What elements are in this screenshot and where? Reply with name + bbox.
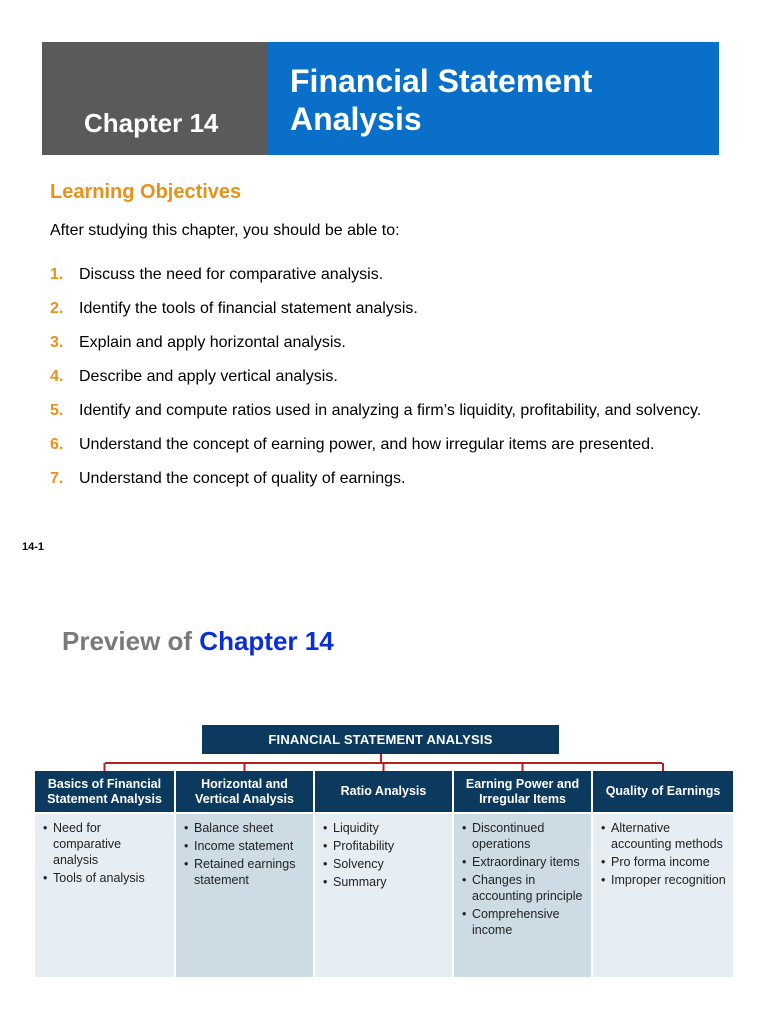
diagram-branch-item: • Comprehensive income xyxy=(462,906,585,938)
objective-number: 2. xyxy=(50,300,64,317)
objective-text: Identify and compute ratios used in analyzing a firm’s liquidity, profitability, and solvency. xyxy=(79,402,702,419)
objective-text: Understand the concept of quality of earnings. xyxy=(79,470,406,487)
diagram-branch-item: • Improper recognition xyxy=(601,872,727,888)
learning-objectives-intro: After studying this chapter, you should be able to: xyxy=(50,222,400,239)
diagram-branch-body xyxy=(35,814,174,977)
preview-title-chapter: Chapter 14 xyxy=(199,626,334,656)
diagram-branch-item: • Alternative accounting methods xyxy=(601,820,727,852)
diagram-branch-body xyxy=(454,814,591,977)
learning-objectives-heading: Learning Objectives xyxy=(50,181,242,203)
learning-objectives-list xyxy=(50,262,750,500)
diagram-branch-title: Quality of Earnings xyxy=(593,771,733,812)
objective-item xyxy=(50,364,750,389)
chapter-preview-diagram xyxy=(35,725,733,977)
diagram-branch-list xyxy=(184,820,307,888)
objective-text: Explain and apply horizontal analysis. xyxy=(79,334,346,351)
objective-text: Identify the tools of financial statement analysis. xyxy=(79,300,418,317)
objective-item xyxy=(50,466,750,491)
diagram-branch-item: • Summary xyxy=(323,874,446,890)
objective-item xyxy=(50,330,750,355)
objective-text: Understand the concept of earning power, and how irregular items are presented. xyxy=(79,436,655,453)
diagram-branch-body xyxy=(315,814,452,977)
diagram-root-node: FINANCIAL STATEMENT ANALYSIS xyxy=(202,725,559,754)
chapter-banner xyxy=(42,42,719,155)
objective-item xyxy=(50,262,750,287)
objective-number: 5. xyxy=(50,402,64,419)
chapter-label: Chapter 14 xyxy=(84,108,219,138)
diagram-branch-item: • Income statement xyxy=(184,838,307,854)
diagram-branch-item: • Profitability xyxy=(323,838,446,854)
objective-item xyxy=(50,398,750,423)
diagram-branch-item: • Liquidity xyxy=(323,820,446,836)
diagram-branch-item: • Solvency xyxy=(323,856,446,872)
objective-number: 3. xyxy=(50,334,64,351)
objective-text: Discuss the need for comparative analysis. xyxy=(79,266,384,283)
diagram-branch-item: • Retained earnings statement xyxy=(184,856,307,888)
page-number: 14-1 xyxy=(22,541,45,553)
preview-title xyxy=(62,626,334,657)
objective-number: 4. xyxy=(50,368,64,385)
diagram-branch-body xyxy=(593,814,733,977)
chapter-title xyxy=(290,62,592,138)
diagram-branch-list xyxy=(462,820,585,938)
diagram-branch-title: Horizontal and Vertical Analysis xyxy=(176,771,313,812)
diagram-branch-list xyxy=(43,820,168,886)
diagram-branch-item: • Discontinued operations xyxy=(462,820,585,852)
chapter-title-panel xyxy=(268,42,719,155)
objective-number: 7. xyxy=(50,470,64,487)
chapter-title-line-2: Analysis xyxy=(290,101,422,137)
diagram-branch-item: • Changes in accounting principle xyxy=(462,872,585,904)
objective-number: 1. xyxy=(50,266,64,283)
objective-text: Describe and apply vertical analysis. xyxy=(79,368,338,385)
chapter-title-line-1: Financial Statement xyxy=(290,63,593,99)
objective-number: 6. xyxy=(50,436,64,453)
preview-title-prefix: Preview of xyxy=(62,626,193,656)
diagram-branch-item: • Pro forma income xyxy=(601,854,727,870)
diagram-branch-title: Earning Power and Irregular Items xyxy=(454,771,591,812)
diagram-branch-title: Basics of Financial Statement Analysis xyxy=(35,771,174,812)
diagram-branch-item: • Need for comparative analysis xyxy=(43,820,168,868)
diagram-branch-title: Ratio Analysis xyxy=(315,771,452,812)
objective-item xyxy=(50,432,750,457)
diagram-branch-list xyxy=(601,820,727,888)
diagram-branch-item: • Balance sheet xyxy=(184,820,307,836)
diagram-branch-item: • Extraordinary items xyxy=(462,854,585,870)
objective-item xyxy=(50,296,750,321)
diagram-branch-body xyxy=(176,814,313,977)
diagram-branch-list xyxy=(323,820,446,890)
diagram-branch-item: • Tools of analysis xyxy=(43,870,168,886)
